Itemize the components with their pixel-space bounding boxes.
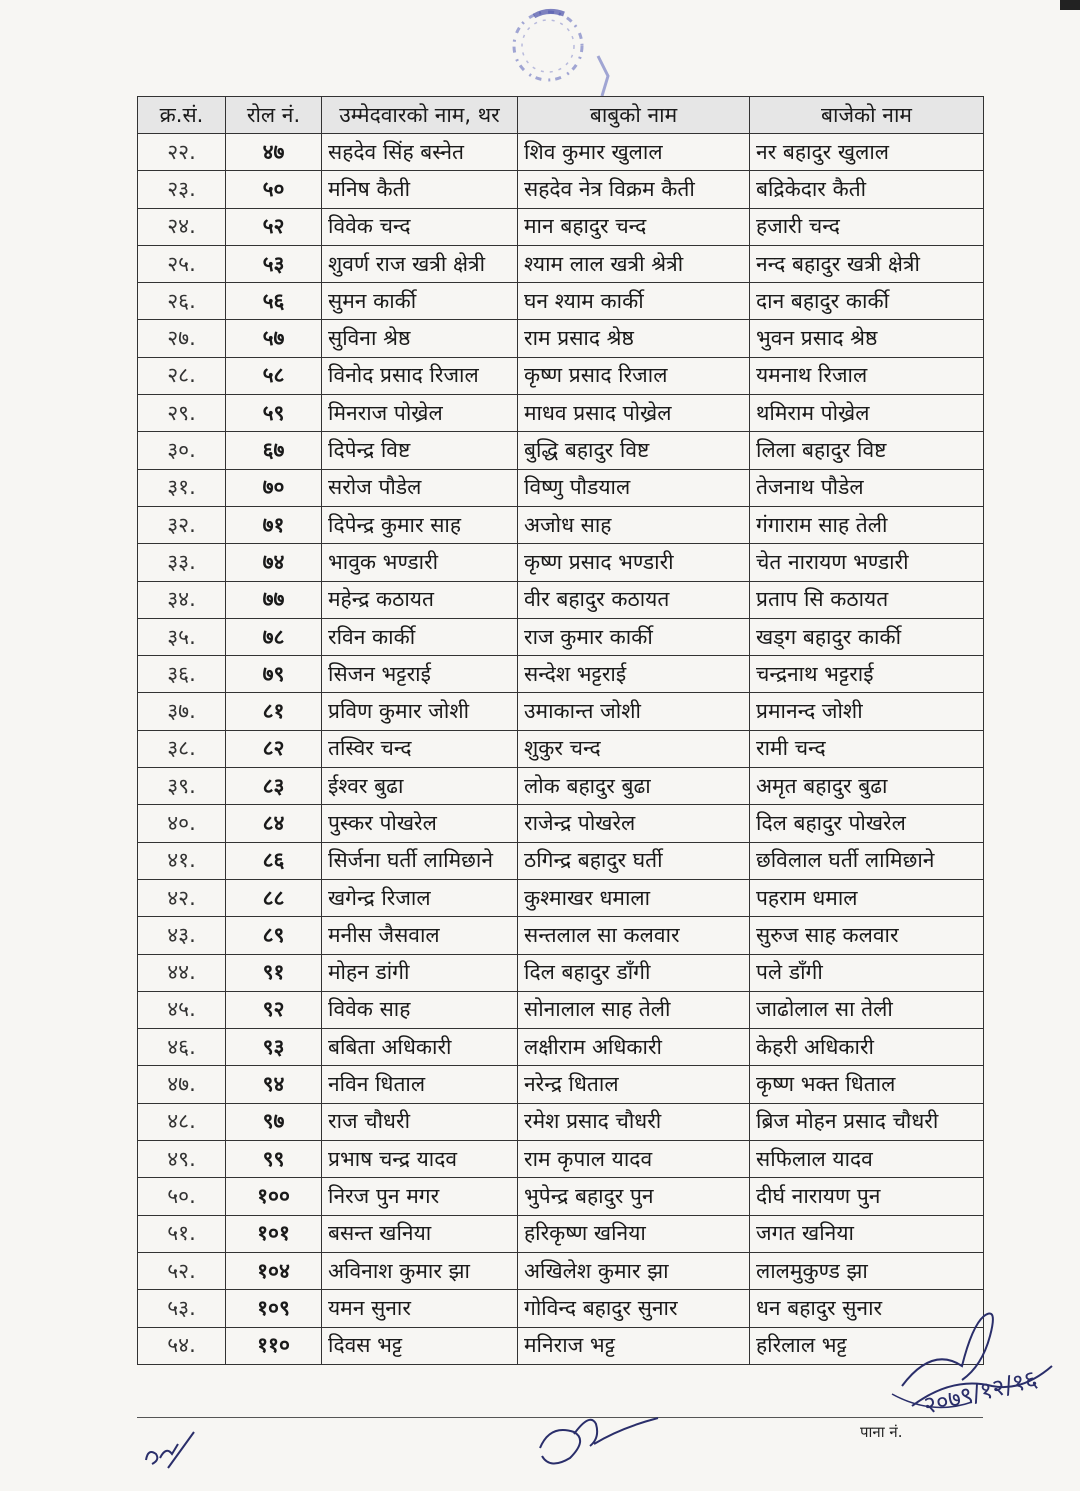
- cell-grandfather-name: तेजनाथ पौडेल: [750, 469, 984, 506]
- table-row: [138, 134, 984, 171]
- cell-candidate-name: बबिता अधिकारी: [322, 1029, 518, 1066]
- table-row: [138, 656, 984, 693]
- cell-candidate-name: मिनराज पोख्रेल: [322, 395, 518, 432]
- cell-father-name: राजेन्द्र पोखरेल: [518, 805, 750, 842]
- table-row: [138, 245, 984, 282]
- cell-father-name: भुपेन्द्र बहादुर पुन: [518, 1178, 750, 1215]
- table-row: [138, 991, 984, 1028]
- table-row: [138, 469, 984, 506]
- cell-candidate-name: सुविना श्रेष्ठ: [322, 320, 518, 357]
- table-row: [138, 1215, 984, 1252]
- cell-father-name: राम कृपाल यादव: [518, 1141, 750, 1178]
- cell-roll: ९१: [226, 954, 322, 991]
- cell-candidate-name: सरोज पौडेल: [322, 469, 518, 506]
- cell-candidate-name: सिजन भट्टराई: [322, 656, 518, 693]
- cell-roll: ५७: [226, 320, 322, 357]
- cell-candidate-name: बसन्त खनिया: [322, 1215, 518, 1252]
- cell-roll: ५८: [226, 357, 322, 394]
- cell-serial: ४७.: [138, 1066, 226, 1103]
- table-row: [138, 618, 984, 655]
- cell-candidate-name: सिर्जना घर्ती लामिछाने: [322, 842, 518, 879]
- table-row: [138, 954, 984, 991]
- table-row: [138, 395, 984, 432]
- cell-father-name: सोनालाल साह तेली: [518, 991, 750, 1028]
- cell-candidate-name: मोहन डांगी: [322, 954, 518, 991]
- table-row: [138, 208, 984, 245]
- cell-serial: ३३.: [138, 544, 226, 581]
- table-row: [138, 693, 984, 730]
- cell-grandfather-name: बद्रिकेदार कैती: [750, 171, 984, 208]
- table-row: [138, 1327, 984, 1364]
- cell-roll: ९७: [226, 1103, 322, 1140]
- cell-serial: ३०.: [138, 432, 226, 469]
- cell-roll: ९९: [226, 1141, 322, 1178]
- cell-grandfather-name: अमृत बहादुर बुढा: [750, 768, 984, 805]
- left-initials-signature: [138, 1424, 208, 1474]
- cell-serial: ४५.: [138, 991, 226, 1028]
- cell-father-name: मान बहादुर चन्द: [518, 208, 750, 245]
- cell-serial: ५३.: [138, 1290, 226, 1327]
- cell-father-name: दिल बहादुर डाँगी: [518, 954, 750, 991]
- cell-father-name: रमेश प्रसाद चौधरी: [518, 1103, 750, 1140]
- cell-roll: ७४: [226, 544, 322, 581]
- cell-grandfather-name: प्रमानन्द जोशी: [750, 693, 984, 730]
- cell-candidate-name: भावुक भण्डारी: [322, 544, 518, 581]
- cell-father-name: कुश्माखर धमाला: [518, 879, 750, 916]
- candidate-roster-table: [137, 96, 984, 1365]
- cell-father-name: बुद्धि बहादुर विष्ट: [518, 432, 750, 469]
- cell-father-name: अजोध साह: [518, 506, 750, 543]
- cell-serial: २६.: [138, 283, 226, 320]
- cell-grandfather-name: चन्द्रनाथ भट्टराई: [750, 656, 984, 693]
- cell-father-name: राम प्रसाद श्रेष्ठ: [518, 320, 750, 357]
- cell-father-name: वीर बहादुर कठायत: [518, 581, 750, 618]
- cell-candidate-name: पुस्कर पोखरेल: [322, 805, 518, 842]
- cell-grandfather-name: चेत नारायण भण्डारी: [750, 544, 984, 581]
- table-row: [138, 506, 984, 543]
- table-row: [138, 1029, 984, 1066]
- cell-roll: १०१: [226, 1215, 322, 1252]
- table-row: [138, 544, 984, 581]
- cell-serial: २४.: [138, 208, 226, 245]
- cell-grandfather-name: दान बहादुर कार्की: [750, 283, 984, 320]
- table-row: [138, 357, 984, 394]
- table-row: [138, 879, 984, 916]
- cell-grandfather-name: रामी चन्द: [750, 730, 984, 767]
- cell-roll: ७७: [226, 581, 322, 618]
- cell-grandfather-name: केहरी अधिकारी: [750, 1029, 984, 1066]
- cell-serial: २८.: [138, 357, 226, 394]
- cell-serial: ४४.: [138, 954, 226, 991]
- cell-serial: ४८.: [138, 1103, 226, 1140]
- cell-grandfather-name: धन बहादुर सुनार: [750, 1290, 984, 1327]
- cell-serial: २९.: [138, 395, 226, 432]
- cell-roll: ८८: [226, 879, 322, 916]
- cell-grandfather-name: पहराम धमाल: [750, 879, 984, 916]
- cell-roll: ५६: [226, 283, 322, 320]
- cell-candidate-name: प्रविण कुमार जोशी: [322, 693, 518, 730]
- cell-serial: ४०.: [138, 805, 226, 842]
- page-number-label: पाना नं.: [860, 1423, 903, 1441]
- table-row: [138, 320, 984, 357]
- cell-candidate-name: प्रभाष चन्द्र यादव: [322, 1141, 518, 1178]
- table-row: [138, 581, 984, 618]
- table-row: [138, 768, 984, 805]
- cell-candidate-name: खगेन्द्र रिजाल: [322, 879, 518, 916]
- table-row: [138, 1066, 984, 1103]
- cell-roll: ५०: [226, 171, 322, 208]
- cell-serial: ५४.: [138, 1327, 226, 1364]
- cell-father-name: सन्तलाल सा कलवार: [518, 917, 750, 954]
- cell-grandfather-name: लालमुकुण्ड झा: [750, 1252, 984, 1289]
- cell-grandfather-name: प्रताप सि कठायत: [750, 581, 984, 618]
- center-signature: [530, 1404, 670, 1474]
- cell-serial: ३४.: [138, 581, 226, 618]
- cell-serial: ५२.: [138, 1252, 226, 1289]
- table-row: [138, 1141, 984, 1178]
- cell-father-name: सन्देश भट्टराई: [518, 656, 750, 693]
- cell-serial: २३.: [138, 171, 226, 208]
- cell-roll: ५३: [226, 245, 322, 282]
- cell-father-name: सहदेव नेत्र विक्रम कैती: [518, 171, 750, 208]
- cell-father-name: कृष्ण प्रसाद रिजाल: [518, 357, 750, 394]
- cell-grandfather-name: हजारी चन्द: [750, 208, 984, 245]
- cell-father-name: कृष्ण प्रसाद भण्डारी: [518, 544, 750, 581]
- cell-candidate-name: नविन धिताल: [322, 1066, 518, 1103]
- cell-candidate-name: दिवस भट्ट: [322, 1327, 518, 1364]
- cell-serial: ४६.: [138, 1029, 226, 1066]
- cell-roll: ७१: [226, 506, 322, 543]
- cell-father-name: उमाकान्त जोशी: [518, 693, 750, 730]
- cell-serial: ४१.: [138, 842, 226, 879]
- cell-candidate-name: दिपेन्द्र विष्ट: [322, 432, 518, 469]
- cell-grandfather-name: छविलाल घर्ती लामिछाने: [750, 842, 984, 879]
- header-serial: क्र.सं.: [138, 97, 226, 134]
- cell-father-name: मनिराज भट्ट: [518, 1327, 750, 1364]
- cell-father-name: विष्णु पौडयाल: [518, 469, 750, 506]
- cell-grandfather-name: कृष्ण भक्त धिताल: [750, 1066, 984, 1103]
- header-candidate-name: उम्मेदवारको नाम, थर: [322, 97, 518, 134]
- cell-father-name: गोविन्द बहादुर सुनार: [518, 1290, 750, 1327]
- cell-father-name: हरिकृष्ण खनिया: [518, 1215, 750, 1252]
- cell-grandfather-name: भुवन प्रसाद श्रेष्ठ: [750, 320, 984, 357]
- table-row: [138, 283, 984, 320]
- cell-candidate-name: अविनाश कुमार झा: [322, 1252, 518, 1289]
- cell-father-name: श्याम लाल खत्री श्रेत्री: [518, 245, 750, 282]
- cell-candidate-name: विवेक चन्द: [322, 208, 518, 245]
- cell-roll: ८२: [226, 730, 322, 767]
- cell-grandfather-name: नर बहादुर खुलाल: [750, 134, 984, 171]
- cell-serial: ५०.: [138, 1178, 226, 1215]
- cell-roll: ७८: [226, 618, 322, 655]
- cell-candidate-name: ईश्वर बुढा: [322, 768, 518, 805]
- cell-roll: ५२: [226, 208, 322, 245]
- cell-serial: ४२.: [138, 879, 226, 916]
- cell-father-name: शुकुर चन्द: [518, 730, 750, 767]
- cell-grandfather-name: गंगाराम साह तेली: [750, 506, 984, 543]
- cell-roll: १००: [226, 1178, 322, 1215]
- cell-grandfather-name: नन्द बहादुर खत्री क्षेत्री: [750, 245, 984, 282]
- cell-candidate-name: मनीस जैसवाल: [322, 917, 518, 954]
- cell-father-name: नरेन्द्र धिताल: [518, 1066, 750, 1103]
- table-row: [138, 171, 984, 208]
- cell-grandfather-name: जाढोलाल सा तेली: [750, 991, 984, 1028]
- cell-serial: ३९.: [138, 768, 226, 805]
- cell-candidate-name: मनिष कैती: [322, 171, 518, 208]
- cell-father-name: राज कुमार कार्की: [518, 618, 750, 655]
- table-row: [138, 1103, 984, 1140]
- right-signature-with-date: [872, 1306, 1072, 1436]
- cell-candidate-name: राज चौधरी: [322, 1103, 518, 1140]
- page-edge-mark: [1060, 0, 1080, 10]
- cell-roll: ७९: [226, 656, 322, 693]
- table-row: [138, 917, 984, 954]
- header-father-name: बाबुको नाम: [518, 97, 750, 134]
- cell-candidate-name: सुमन कार्की: [322, 283, 518, 320]
- cell-roll: ८३: [226, 768, 322, 805]
- cell-grandfather-name: यमनाथ रिजाल: [750, 357, 984, 394]
- cell-roll: ४७: [226, 134, 322, 171]
- cell-father-name: माधव प्रसाद पोख्रेल: [518, 395, 750, 432]
- cell-roll: ६७: [226, 432, 322, 469]
- cell-roll: ८९: [226, 917, 322, 954]
- cell-candidate-name: विनोद प्रसाद रिजाल: [322, 357, 518, 394]
- cell-father-name: शिव कुमार खुलाल: [518, 134, 750, 171]
- cell-serial: ३२.: [138, 506, 226, 543]
- office-stamp: [498, 6, 616, 98]
- table-row: [138, 1252, 984, 1289]
- header-roll: रोल नं.: [226, 97, 322, 134]
- handwritten-date: २०७९/१२/१६: [920, 1364, 1041, 1420]
- cell-grandfather-name: पले डाँगी: [750, 954, 984, 991]
- cell-roll: १०९: [226, 1290, 322, 1327]
- cell-serial: ४९.: [138, 1141, 226, 1178]
- cell-roll: ९३: [226, 1029, 322, 1066]
- cell-grandfather-name: सफिलाल यादव: [750, 1141, 984, 1178]
- cell-serial: ३८.: [138, 730, 226, 767]
- cell-grandfather-name: हरिलाल भट्ट: [750, 1327, 984, 1364]
- cell-candidate-name: शुवर्ण राज खत्री क्षेत्री: [322, 245, 518, 282]
- table-body: [138, 134, 984, 1365]
- cell-serial: २२.: [138, 134, 226, 171]
- cell-roll: ८४: [226, 805, 322, 842]
- cell-serial: ३५.: [138, 618, 226, 655]
- cell-father-name: घन श्याम कार्की: [518, 283, 750, 320]
- cell-candidate-name: रविन कार्की: [322, 618, 518, 655]
- cell-roll: ७०: [226, 469, 322, 506]
- header-grandfather-name: बाजेको नाम: [750, 97, 984, 134]
- cell-grandfather-name: खड्ग बहादुर कार्की: [750, 618, 984, 655]
- cell-grandfather-name: सुरुज साह कलवार: [750, 917, 984, 954]
- cell-serial: ३७.: [138, 693, 226, 730]
- cell-candidate-name: निरज पुन मगर: [322, 1178, 518, 1215]
- cell-candidate-name: यमन सुनार: [322, 1290, 518, 1327]
- table-row: [138, 432, 984, 469]
- cell-roll: ११०: [226, 1327, 322, 1364]
- cell-father-name: लोक बहादुर बुढा: [518, 768, 750, 805]
- cell-roll: १०४: [226, 1252, 322, 1289]
- cell-father-name: लक्षीराम अधिकारी: [518, 1029, 750, 1066]
- cell-grandfather-name: दीर्घ नारायण पुन: [750, 1178, 984, 1215]
- cell-grandfather-name: ब्रिज मोहन प्रसाद चौधरी: [750, 1103, 984, 1140]
- cell-grandfather-name: थमिराम पोख्रेल: [750, 395, 984, 432]
- table-row: [138, 805, 984, 842]
- cell-candidate-name: विवेक साह: [322, 991, 518, 1028]
- table-row: [138, 1178, 984, 1215]
- table-row: [138, 730, 984, 767]
- table-header-row: [138, 97, 984, 134]
- cell-candidate-name: दिपेन्द्र कुमार साह: [322, 506, 518, 543]
- table-row: [138, 1290, 984, 1327]
- cell-candidate-name: सहदेव सिंह बस्नेत: [322, 134, 518, 171]
- cell-serial: ४३.: [138, 917, 226, 954]
- cell-serial: २५.: [138, 245, 226, 282]
- cell-serial: ३१.: [138, 469, 226, 506]
- cell-grandfather-name: जगत खनिया: [750, 1215, 984, 1252]
- cell-father-name: ठगिन्द्र बहादुर घर्ती: [518, 842, 750, 879]
- cell-candidate-name: तस्विर चन्द: [322, 730, 518, 767]
- cell-grandfather-name: दिल बहादुर पोखरेल: [750, 805, 984, 842]
- cell-father-name: अखिलेश कुमार झा: [518, 1252, 750, 1289]
- cell-roll: ९२: [226, 991, 322, 1028]
- cell-roll: ८६: [226, 842, 322, 879]
- cell-roll: ८१: [226, 693, 322, 730]
- cell-candidate-name: महेन्द्र कठायत: [322, 581, 518, 618]
- cell-serial: ३६.: [138, 656, 226, 693]
- cell-roll: ९४: [226, 1066, 322, 1103]
- cell-grandfather-name: लिला बहादुर विष्ट: [750, 432, 984, 469]
- cell-serial: ५१.: [138, 1215, 226, 1252]
- cell-roll: ५९: [226, 395, 322, 432]
- table-row: [138, 842, 984, 879]
- cell-serial: २७.: [138, 320, 226, 357]
